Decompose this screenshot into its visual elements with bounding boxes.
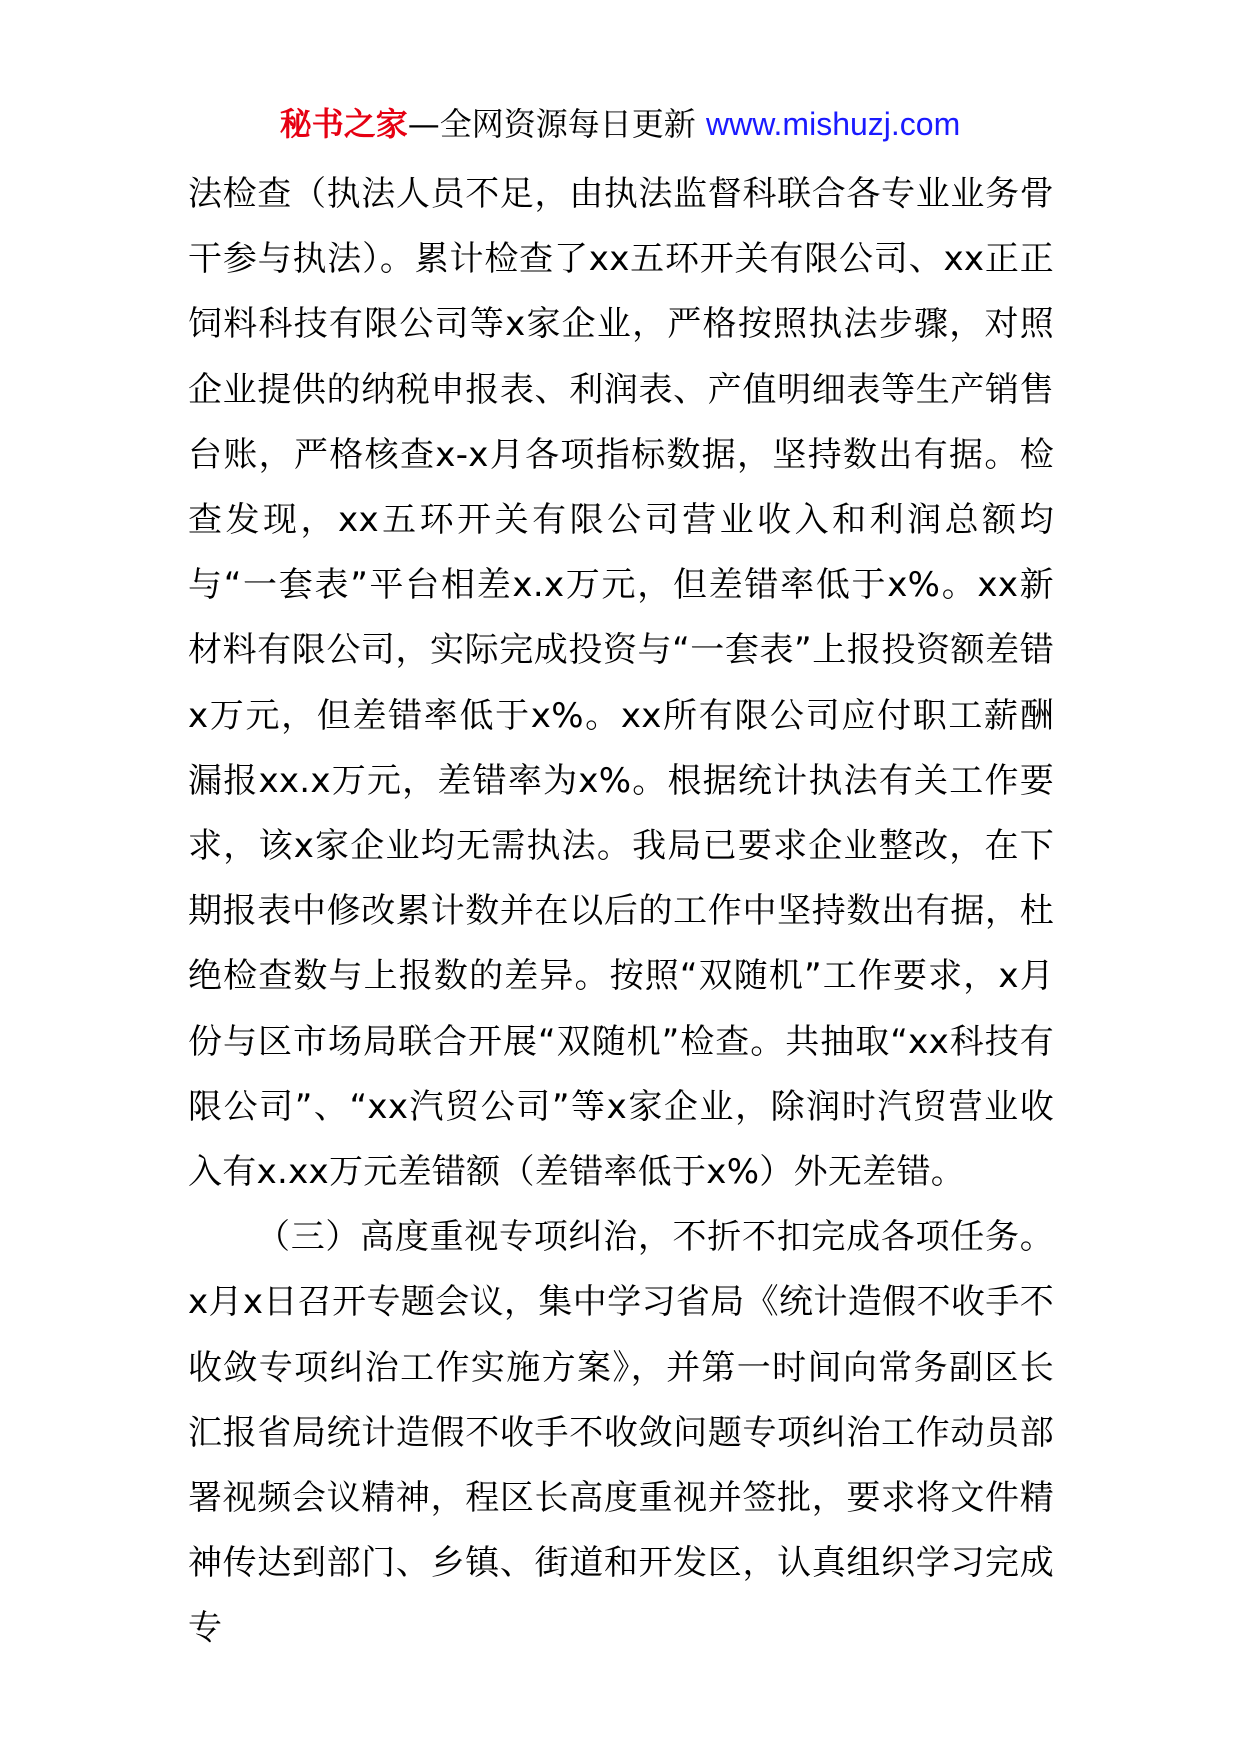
brand-name: 秘书之家 xyxy=(279,105,408,143)
document-body xyxy=(188,162,1054,1662)
site-header xyxy=(0,100,1240,148)
paragraph-section-three: （三）高度重视专项纠治，不折不扣完成各项任务。x月x日召开专题会议，集中学习省局《统计造假不收手不收敛专项纠治工作实施方案》，并第一时间向常务副区长汇报省局统计造假不收手不收敛问题专项纠治工作动员部署视频会议精神，程区长高度重视并签批，要求将文件精神传达到部门、乡镇、街道和开发区，认真组织学习完成专 xyxy=(188,1217,1054,1649)
site-url-link[interactable]: www.mishuzj.com xyxy=(705,106,961,142)
header-tagline: —全网资源每日更新 xyxy=(407,105,706,143)
paragraph-continued: 法检查（执法人员不足，由执法监督科联合各专业业务骨干参与执法）。累计检查了xx五环开关有限公司、xx正正饲料科技有限公司等x家企业，严格按照执法步骤，对照企业提供的纳税申报表、利润表、产值明细表等生产销售台账，严格核查x-x月各项指标数据，坚持数出有据。检查发现，xx五环开关有限公司营业收入和利润总额均与“一套表”平台相差x.x万元，但差错率低于x%。xx新材料有限公司，实际完成投资与“一套表”上报投资额差错x万元，但差错率低于x%。xx所有限公司应付职工薪酬漏报xx.x万元，差错率为x%。根据统计执法有关工作要求，该x家企业均无需执法。我局已要求企业整改，在下期报表中修改累计数并在以后的工作中坚持数出有据，杜绝检查数与上报数的差异。按照“双随机”工作要求，x月份与区市场局联合开展“双随机”检查。共抽取“xx科技有限公司”、“xx汽贸公司”等x家企业，除润时汽贸营业收入有x.xx万元差错额（差错率低于x%）外无差错。 xyxy=(188,174,1054,1193)
